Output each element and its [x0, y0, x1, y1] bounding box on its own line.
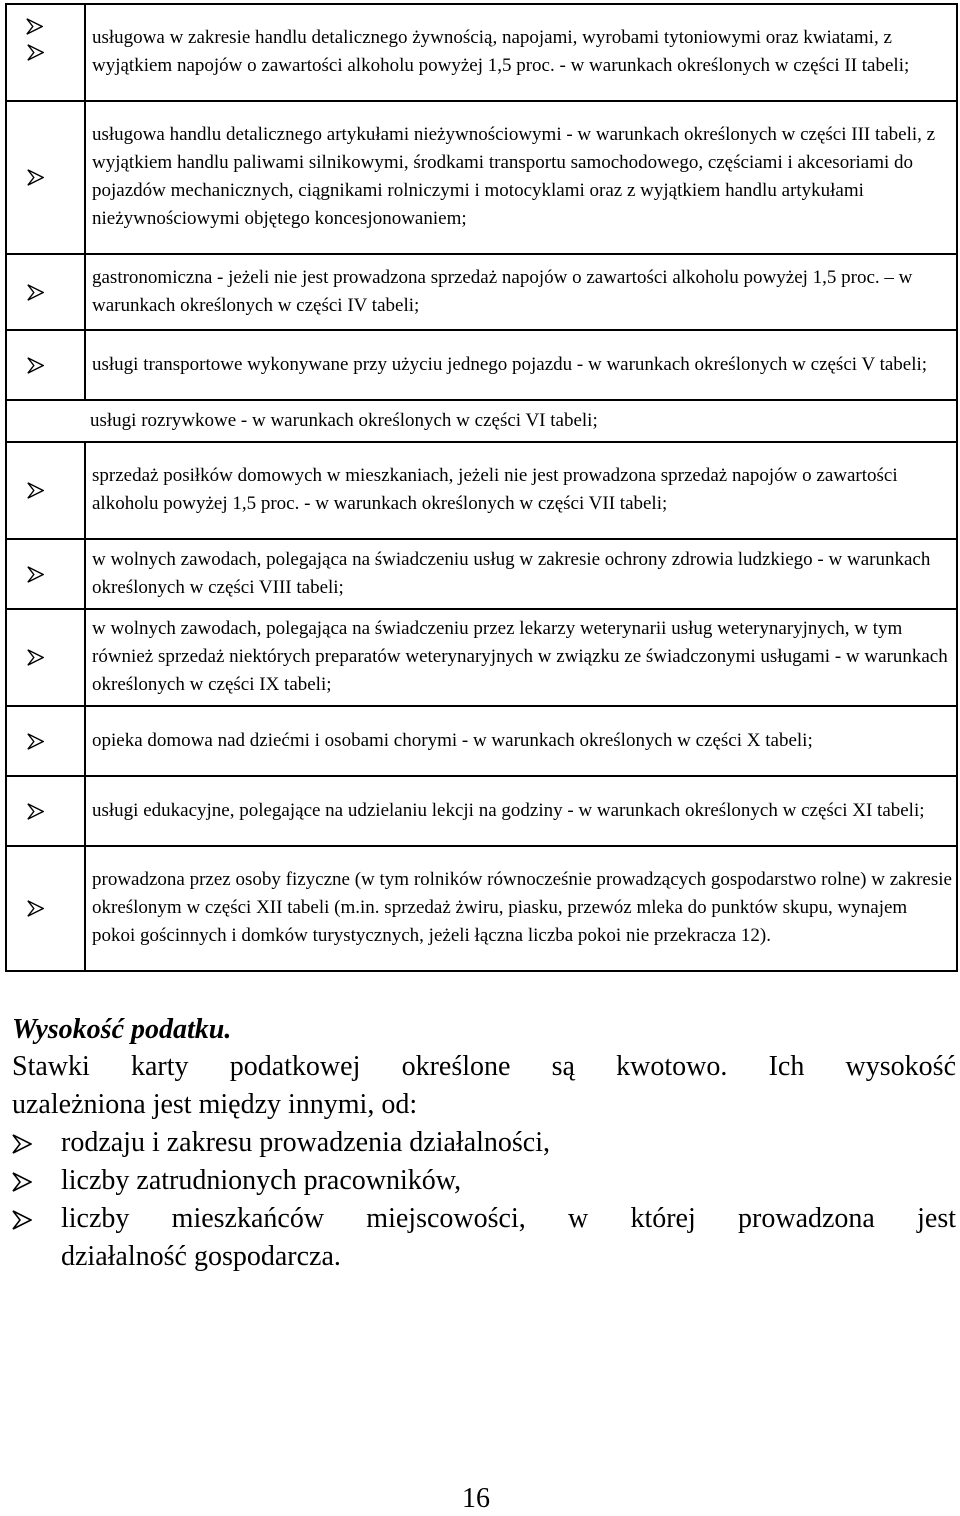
arrowhead-bullet-icon	[12, 1210, 32, 1230]
arrowhead-bullet-icon	[27, 803, 44, 820]
arrowhead-bullet-icon	[27, 44, 44, 61]
arrowhead-bullet-icon	[26, 18, 43, 35]
item-text: usługowa w zakresie handlu detalicznego żywnością, napojami, wyrobami tytoniowymi oraz kwiatami, z wyjątkiem napojów o zawartości alkoholu powyżej 1,5 proc. - w warunkach określonych w części II tabeli;	[85, 4, 957, 101]
arrowhead-bullet-icon	[12, 1134, 32, 1154]
page-number: 16	[462, 1483, 490, 1514]
arrowhead-bullet-icon	[27, 566, 44, 583]
bullet-cell	[6, 4, 85, 101]
paragraph-line: Stawki karty podatkowej określone są kwotowo. Ich wysokość	[12, 1051, 956, 1082]
section-heading: Wysokość podatku.	[12, 1014, 232, 1045]
arrowhead-bullet-icon	[12, 1172, 32, 1192]
list-item	[12, 1162, 956, 1200]
table-row	[6, 846, 957, 971]
item-text: w wolnych zawodach, polegająca na świadczeniu usług w zakresie ochrony zdrowia ludzkiego - w warunkach określonych w części VIII tabeli;	[85, 539, 957, 609]
bullet-cell	[6, 101, 85, 254]
factors-list	[12, 1124, 956, 1276]
item-text: prowadzona przez osoby fizyczne (w tym rolników równocześnie prowadzących gospodarstwo rolne) w zakresie określonym w części XII tabeli (m.in. sprzedaż żwiru, piasku, przewóz mleka do punktów skupu, wynajem pokoi gościnnych i domków turystycznych, jeżeli łączna liczba pokoi nie przekracza 12).	[85, 846, 957, 971]
list-item-text-continuation: działalność gospodarcza.	[61, 1241, 341, 1272]
table-row	[6, 254, 957, 330]
table-row	[6, 706, 957, 776]
bullet-cell	[6, 330, 85, 400]
item-text: sprzedaż posiłków domowych w mieszkaniach, jeżeli nie jest prowadzona sprzedaż napojów o zawartości alkoholu powyżej 1,5 proc. - w warunkach określonych w części VII tabeli;	[85, 442, 957, 539]
table-row	[6, 776, 957, 846]
item-text-merged	[6, 400, 957, 442]
arrowhead-bullet-icon	[27, 284, 44, 301]
arrowhead-bullet-icon	[27, 482, 44, 499]
item-text: usługi edukacyjne, polegające na udzielaniu lekcji na godziny - w warunkach określonych w części XI tabeli;	[85, 776, 957, 846]
table-row	[6, 4, 957, 101]
bullet-cell	[6, 442, 85, 539]
list-item-text: liczby mieszkańców miejscowości, w której prowadzona jest	[61, 1203, 956, 1234]
section-paragraph	[12, 1048, 956, 1124]
list-item-text: rodzaju i zakresu prowadzenia działalności,	[61, 1127, 551, 1158]
paragraph-line: uzależniona jest między innymi, od:	[12, 1089, 418, 1120]
table-row	[6, 609, 957, 706]
item-text: usługi transportowe wykonywane przy użyciu jednego pojazdu - w warunkach określonych w części V tabeli;	[85, 330, 957, 400]
item-text: w wolnych zawodach, polegająca na świadczeniu przez lekarzy weterynarii usług weterynaryjnych, w tym również sprzedaż niektórych preparatów weterynaryjnych w związku ze świadczonymi usługami - w warunkach określonych w części IX tabeli;	[85, 609, 957, 706]
table-row	[6, 400, 957, 442]
table-row	[6, 539, 957, 609]
item-text: usługowa handlu detalicznego artykułami nieżywnościowymi - w warunkach określonych w części III tabeli, z wyjątkiem handlu paliwami silnikowymi, środkami transportu samochodowego, częściami i akcesoriami do pojazdów mechanicznych, ciągnikami rolniczymi i motocyklami oraz z wyjątkiem handlu artykułami nieżywnościowymi objętego koncesjonowaniem;	[85, 101, 957, 254]
arrowhead-bullet-icon	[27, 169, 44, 186]
bullet-cell	[6, 776, 85, 846]
bullet-cell	[6, 539, 85, 609]
list-item	[12, 1200, 956, 1276]
table-row	[6, 101, 957, 254]
item-text: opieka domowa nad dziećmi i osobami chorymi - w warunkach określonych w części X tabeli;	[85, 706, 957, 776]
arrowhead-bullet-icon	[27, 900, 44, 917]
list-item	[12, 1124, 956, 1162]
arrowhead-bullet-icon	[27, 649, 44, 666]
bullet-cell	[6, 846, 85, 971]
bullet-cell	[6, 609, 85, 706]
bullet-cell	[6, 706, 85, 776]
arrowhead-bullet-icon	[27, 357, 44, 374]
list-item-text: liczby zatrudnionych pracowników,	[61, 1165, 462, 1196]
item-text: usługi rozrywkowe - w warunkach określonych w części VI tabeli;	[90, 409, 598, 431]
item-text: gastronomiczna - jeżeli nie jest prowadzona sprzedaż napojów o zawartości alkoholu powyżej 1,5 proc. – w warunkach określonych w części IV tabeli;	[85, 254, 957, 330]
table-row	[6, 442, 957, 539]
activity-types-table	[5, 3, 958, 972]
table-row	[6, 330, 957, 400]
bullet-cell	[6, 254, 85, 330]
arrowhead-bullet-icon	[27, 733, 44, 750]
